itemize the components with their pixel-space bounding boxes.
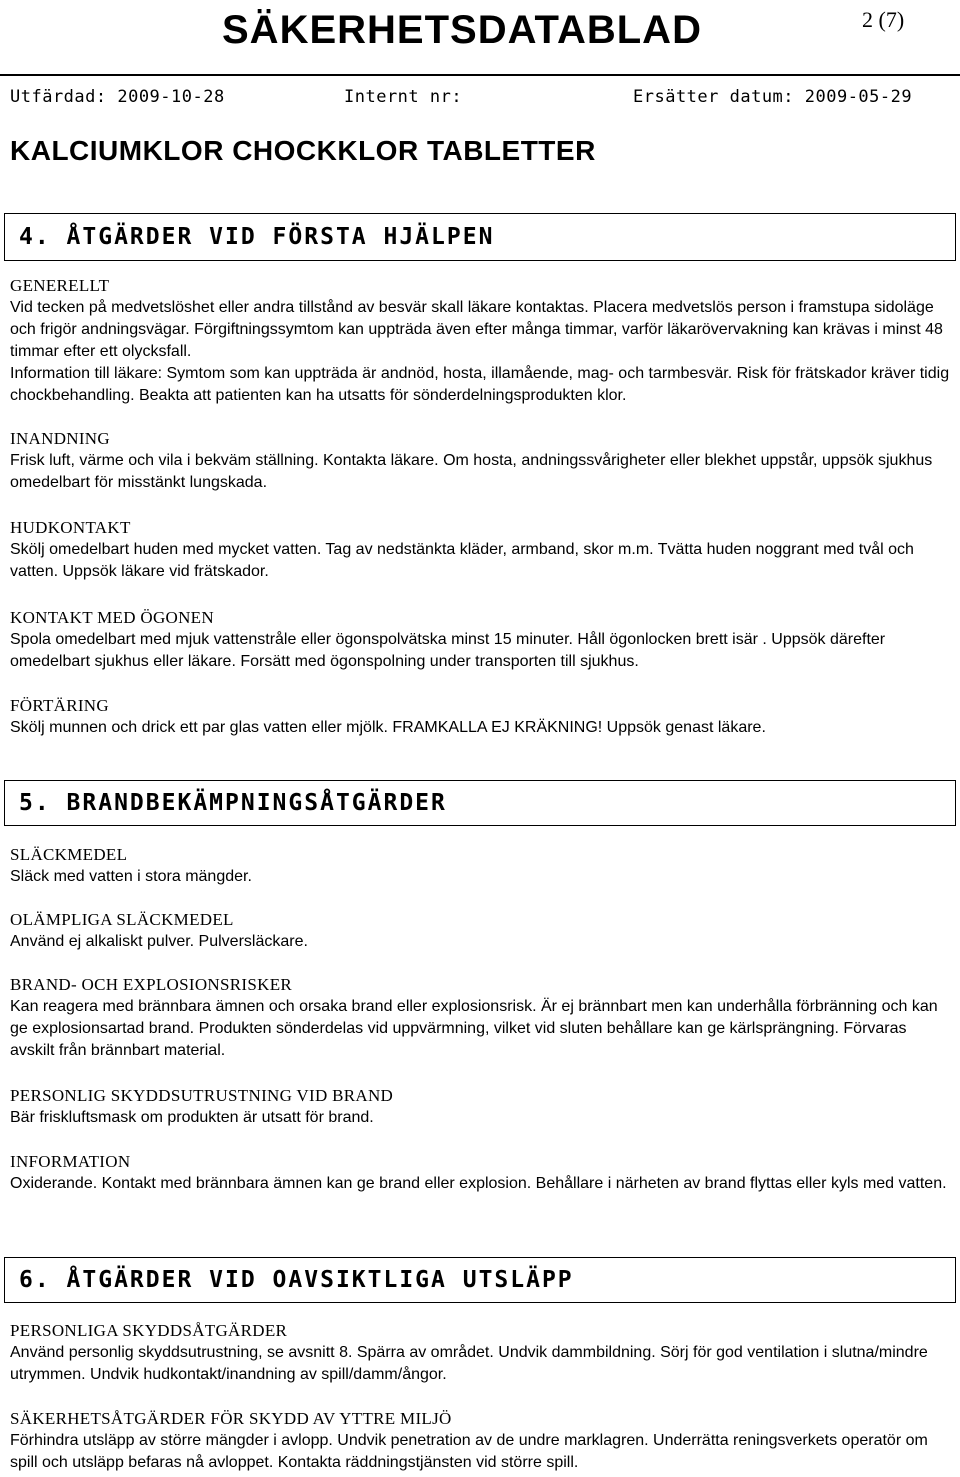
personliga-skyddsatgarder-heading: PERSONLIGA SKYDDSÅTGÄRDER: [10, 1321, 288, 1340]
section-5-title: 5. BRANDBEKÄMPNINGSÅTGÄRDER: [19, 790, 447, 816]
section-4-title: 4. ÅTGÄRDER VID FÖRSTA HJÄLPEN: [19, 224, 495, 250]
inandning-heading: INANDNING: [10, 429, 110, 448]
olampliga-heading: OLÄMPLIGA SLÄCKMEDEL: [10, 910, 234, 929]
miljo-block: [10, 1408, 950, 1474]
product-name: KALCIUMKLOR CHOCKKLOR TABLETTER: [10, 135, 596, 166]
hudkontakt-block: [10, 517, 950, 583]
ogon-heading: KONTAKT MED ÖGONEN: [10, 608, 214, 627]
slackmedel-block: [10, 844, 950, 888]
hudkontakt-text: Skölj omedelbart huden med mycket vatten. Tag av nedstänkta kläder, armband, skor m.m. Tvätta huden noggrant med tvål och vatten. Uppsök läkare vid frätskador.: [10, 541, 914, 580]
section-5-header: [4, 780, 956, 826]
brandrisker-text: Kan reagera med brännbara ämnen och orsaka brand eller explosionsrisk. Är ej brännbart men kan underhålla förbränning och kan ge explosionsartad brand. Produkten sönderdelas vid uppvärmning, vilket vid sluten behållare kan ge kärlsprängning. Förvaras avskilt från brännbart material.: [10, 998, 938, 1059]
brandrisker-heading: BRAND- OCH EXPLOSIONSRISKER: [10, 975, 293, 994]
generellt-text-2: Information till läkare: Symtom som kan uppträda är andnöd, hosta, illamående, mag- och tarmbesvär. Risk för frätskador kräver tidig chockbehandling. Beakta att patienten kan ha utsatts för sönderdelningsprodukten klor.: [10, 365, 950, 404]
miljo-heading: SÄKERHETSÅTGÄRDER FÖR SKYDD AV YTTRE MILJÖ: [10, 1409, 452, 1428]
section-6-title: 6. ÅTGÄRDER VID OAVSIKTLIGA UTSLÄPP: [19, 1267, 574, 1293]
internal-number: Internt nr:: [344, 87, 463, 107]
information-text: Oxiderande. Kontakt med brännbara ämnen kan ge brand eller explosion. Behållare i närheten av brand flyttas eller kyls med vatten.: [10, 1175, 947, 1192]
brandrisker-block: [10, 974, 950, 1062]
information-heading: INFORMATION: [10, 1152, 131, 1171]
issued-date: Utfärdad: 2009-10-28: [10, 87, 225, 107]
slackmedel-text: Släck med vatten i stora mängder.: [10, 868, 252, 885]
page-number: 2 (7): [862, 7, 905, 32]
header-divider: [0, 74, 960, 76]
fortaring-heading: FÖRTÄRING: [10, 696, 109, 715]
olampliga-block: [10, 909, 950, 953]
generellt-text-1: Vid tecken på medvetslöshet eller andra tillstånd av besvär skall läkare kontaktas. Placera medvetslös person i framstupa sidoläge och frigör andningsvägar. Förgiftningssymtom kan uppträda även efter många timmar, varför läkarövervakning kan krävas i minst 48 timmar efter ett olycksfall.: [10, 299, 943, 360]
skyddsutrustning-text: Bär friskluftsmask om produkten är utsatt för brand.: [10, 1109, 374, 1126]
skyddsutrustning-block: [10, 1085, 950, 1129]
ogon-block: [10, 607, 950, 673]
section-6-header: [4, 1257, 956, 1303]
hudkontakt-heading: HUDKONTAKT: [10, 518, 131, 537]
section-4-header: [4, 213, 956, 261]
document-title: SÄKERHETSDATABLAD: [222, 8, 702, 52]
fortaring-block: [10, 695, 950, 739]
miljo-text: Förhindra utsläpp av större mängder i avlopp. Undvik penetration av de undre marklagren. Underrätta reningsverkets operatör om spill och utsläpp befaras nå avloppet. Kontakta räddningstjänsten vid större spill.: [10, 1432, 928, 1471]
skyddsutrustning-heading: PERSONLIG SKYDDSUTRUSTNING VID BRAND: [10, 1086, 394, 1105]
generellt-heading: GENERELLT: [10, 276, 110, 295]
information-block: [10, 1151, 950, 1195]
fortaring-text: Skölj munnen och drick ett par glas vatten eller mjölk. FRAMKALLA EJ KRÄKNING! Uppsök genast läkare.: [10, 719, 766, 736]
personliga-skyddsatgarder-text: Använd personlig skyddsutrustning, se avsnitt 8. Spärra av området. Undvik dammbildning. Sörj för god ventilation i slutna/mindre utrymmen. Undvik hudkontakt/inandning av spill/damm/ångor.: [10, 1344, 928, 1383]
ogon-text: Spola omedelbart med mjuk vattenstråle eller ögonspolvätska minst 15 minuter. Håll ögonlocken brett isär . Uppsök därefter omedelbart sjukhus eller läkare. Forsätt med ögonspolning under transporten till sjukhus.: [10, 631, 886, 670]
personliga-skyddsatgarder-block: [10, 1320, 950, 1386]
inandning-block: [10, 428, 950, 494]
slackmedel-heading: SLÄCKMEDEL: [10, 845, 128, 864]
olampliga-text: Använd ej alkaliskt pulver. Pulversläckare.: [10, 933, 308, 950]
generellt-block: [10, 275, 950, 407]
inandning-text: Frisk luft, värme och vila i bekväm ställning. Kontakta läkare. Om hosta, andningssvårigheter eller blekhet uppstår, uppsök sjukhus omedelbart för misstänkt lungskada.: [10, 452, 933, 491]
replaces-date: Ersätter datum: 2009-05-29: [633, 87, 913, 107]
